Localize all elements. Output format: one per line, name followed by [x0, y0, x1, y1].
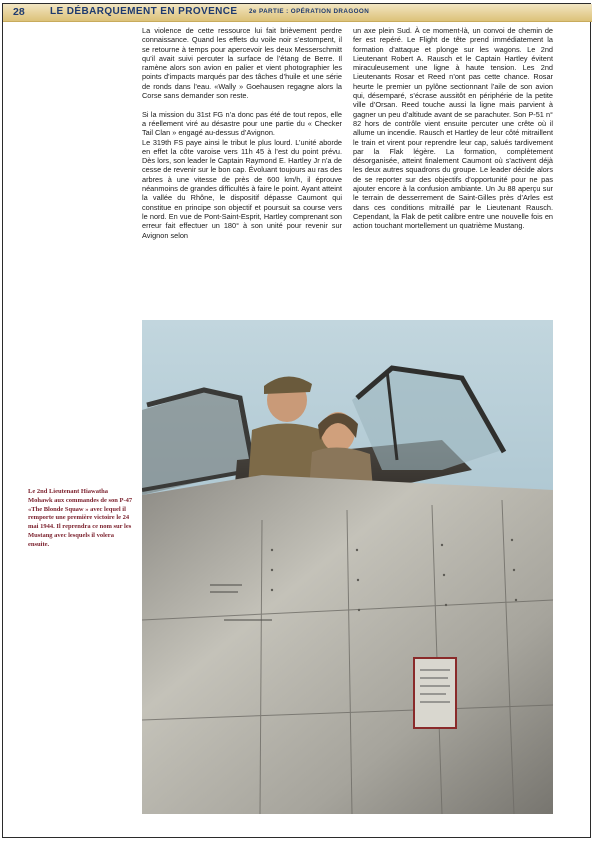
- paragraph: Si la mission du 31st FG n’a donc pas été de tout repos, elle a réellement viré au désastre pour une partie du « Checker Tail Clan » engagé au-dessus d’Avignon.: [142, 109, 342, 138]
- photo-caption: Le 2nd Lieutenant Hiawatha Mohawk aux commandes de son P-47 «The Blonde Squaw » avec lequel il remporte une première victoire le 24 mai 1944. Il reprendra ce nom sur les Mustang avec lesquels il volera ensuite.: [28, 488, 133, 548]
- left-text-column: [142, 26, 342, 240]
- page-number: 28: [13, 6, 25, 18]
- paragraph: La violence de cette ressource lui fait brièvement perdre connaissance. Quand les effets du voile noir s’estompent, il se retourne à temps pour apercevoir les deux Messerschmitt qu’il avait suivi percuter la surface de l’étang de Berre. Il ramène alors son avion en palier et vient photographier les points d’impacts marqués par des tâches d’huile et une série de ronds dans l’eau. «Wally » Goehausen regagne alors la Corse sans demander son reste.: [142, 26, 342, 101]
- section-title: LE DÉBARQUEMENT EN PROVENCE: [50, 6, 238, 17]
- paragraph: Le 319th FS paye ainsi le tribut le plus lourd. L’unité aborde en effet la côte varoise vers 11h 45 à l’est du point prévu. Dès lors, son leader le Captain Raymond E. Hartley Jr n’a de cesse de revenir sur le bon cap. Évoluant toujours au ras des arbres à une vitesse de près de 600 km/h, il éprouve néanmoins de grandes difficultés à faire le point. Ayant atteint la vallée du Rhône, le dispositif dépasse Caumont qui constitue en principe son objectif et poursuit sa course vers le nord. En vue de Pont-Saint-Esprit, Hartley comprenant son erreur fait effectuer un 180° à son unité pour revenir sur Avignon selon: [142, 137, 342, 240]
- paragraph: un axe plein Sud. À ce moment-là, un convoi de chemin de fer est repéré. Le Flight de tête prend immédiatement la formation d’attaque et plonge sur les wagons. Le 2nd Lieutenant Robert A. Rausch et le Captain Hartley évitent miraculeusement une ligne à haute tension. Les 2nd Lieutenants Rosar et Reed n’ont pas cette chance. Rosar heurte le premier un pylône sectionnant l’aile de son avion qui, désemparé, s’écrase aussitôt en périphérie de la petite ville d’Orsan. Reed touche aussi la ligne mais parvient à gagner un peu d’altitude avant de se parachuter. Son P-51 n° 82 hors de contrôle vient ensuite percuter une crête où il allume un incendie. Rausch et Hartley de leur côté mitraillent le train et virent pour reprendre leur cap, salués tardivement par la Flak légère. La formation, complètement désorganisée, atteint finalement Caumont où s’activent déjà les deux autres squadrons du groupe. Le leader décide alors de se reporter sur des objectifs d’opportunité pour ne pas ajouter encore à la confusion ambiante. Un Ju 88 aperçu sur le terrain de desserrement de Saint-Gilles près d’Arles est dans ces conditions mitraillé par le Lieutenant Rausch. Cependant, la Flak de petit calibre entre une nouvelle fois en action touchant mortellement un quatrième Mustang.: [353, 26, 553, 231]
- right-text-column: [353, 26, 553, 231]
- p47-cockpit-photo: [142, 320, 553, 814]
- photo-illustration: [142, 320, 553, 814]
- part-title: 2e PARTIE : OPÉRATION DRAGOON: [249, 8, 370, 15]
